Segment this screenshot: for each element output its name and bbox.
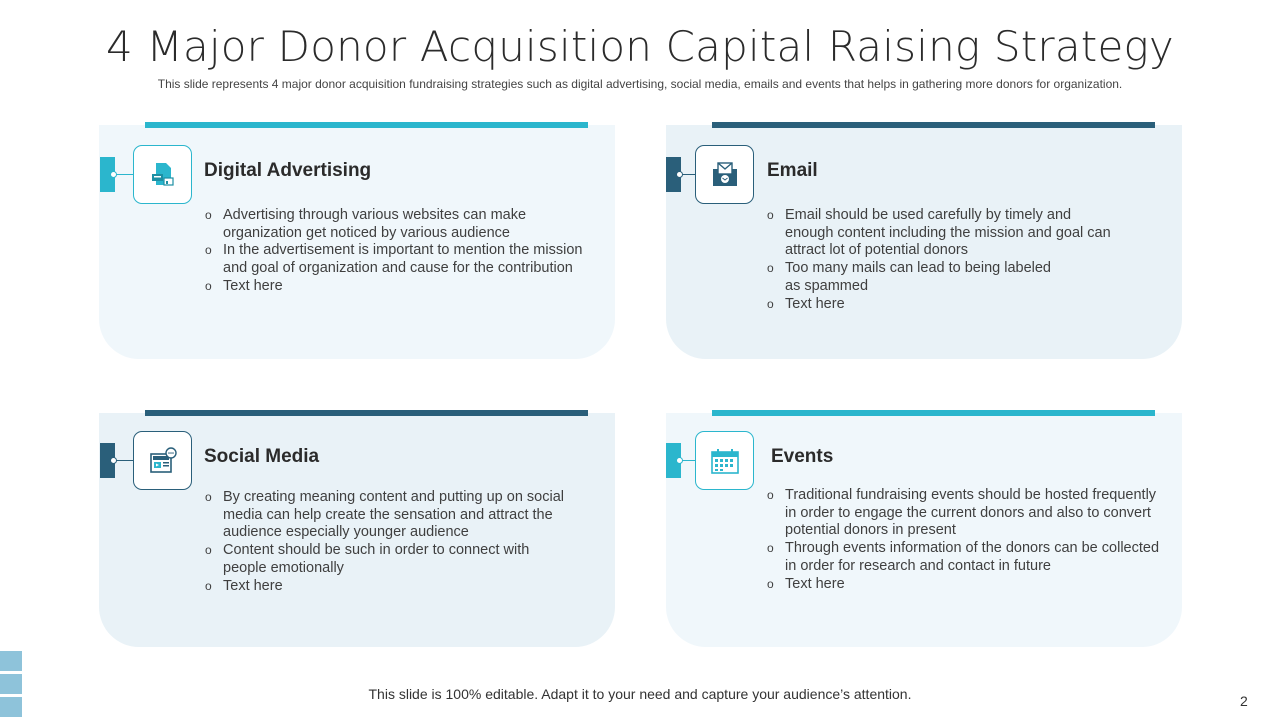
- page-number: 2: [1240, 693, 1248, 709]
- bullet-item: o Too many mails can lead to being labeled as spammed: [767, 260, 1065, 295]
- bullet-item: o Email should be used carefully by timely and enough content including the mission and goal can attract lot of potential donors: [767, 207, 1120, 260]
- bullet-item: o In the advertisement is important to mention the mission and goal of organization and cause for the contribution: [205, 242, 583, 277]
- bullet-item: o Through events information of the donors can be collected in order for research and contact in future: [767, 540, 1167, 575]
- bullet-item: o Text here: [205, 578, 577, 596]
- card-bullet-list: [205, 489, 577, 595]
- connector-dot: [676, 457, 683, 464]
- card-title: Events: [771, 446, 834, 467]
- bullet-item: o Text here: [767, 576, 1167, 594]
- card-top-bar: [145, 122, 588, 128]
- card-top-bar: [712, 122, 1155, 128]
- connector-dot: [110, 171, 117, 178]
- bullet-item: o Text here: [205, 278, 595, 296]
- social-media-icon: [133, 431, 192, 490]
- card-connector: [115, 460, 133, 461]
- card-title: Social Media: [204, 446, 320, 467]
- card-title: Digital Advertising: [204, 160, 372, 181]
- card-bullet-list: [205, 207, 595, 296]
- slide-subtitle: This slide represents 4 major donor acquisition fundraising strategies such as digital advertising, social media, emails and events that helps in gathering more donors for organization.: [157, 77, 1123, 91]
- card-connector: [115, 174, 133, 175]
- connector-dot: [676, 171, 683, 178]
- bullet-item: o Advertising through various websites can make organization get noticed by various audience: [205, 207, 595, 242]
- bullet-item: o By creating meaning content and putting up on social media can help create the sensation and attract the audience especially younger audience: [205, 489, 577, 542]
- card-bullet-list: [767, 207, 1127, 313]
- footer-note: This slide is 100% editable. Adapt it to your need and capture your audience’s attention.: [368, 686, 912, 702]
- card-top-bar: [712, 410, 1155, 416]
- bullet-item: o Text here: [767, 296, 1127, 314]
- bullet-item: o Content should be such in order to connect with people emotionally: [205, 542, 553, 577]
- digital-advertising-icon: [133, 145, 192, 204]
- card-top-bar: [145, 410, 588, 416]
- email-icon: [695, 145, 754, 204]
- card-bullet-list: [767, 487, 1167, 593]
- calendar-icon: [695, 431, 754, 490]
- card-title: Email: [767, 160, 818, 181]
- slide-title: 4 Major Donor Acquisition Capital Raising Strategy: [106, 22, 1174, 71]
- bullet-item: o Traditional fundraising events should be hosted frequently in order to engage the current donors and also to convert potential donors in present: [767, 487, 1167, 540]
- connector-dot: [110, 457, 117, 464]
- decorative-square: [0, 651, 22, 671]
